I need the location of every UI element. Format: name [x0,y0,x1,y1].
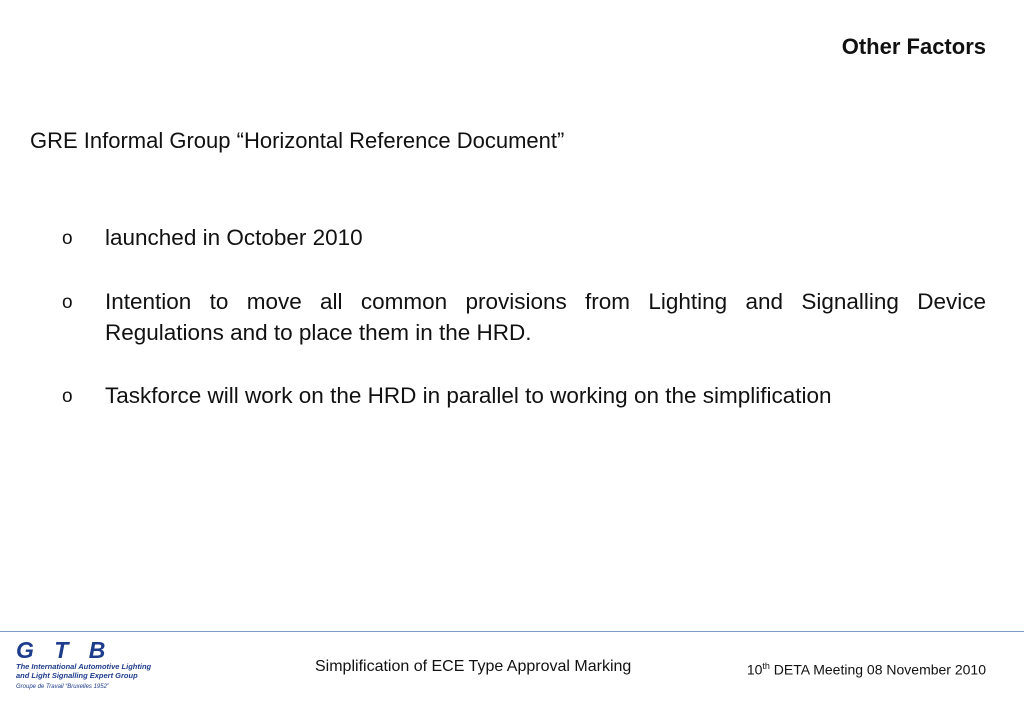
bullet-list [62,222,986,444]
meeting-text: DETA Meeting 08 November 2010 [769,661,986,678]
bullet-text: launched in October 2010 [105,225,363,250]
meeting-number: 10 [746,661,763,678]
bullet-text: Taskforce will work on the HRD in parallel to working on the simplification [105,383,832,408]
bullet-marker: o [62,292,73,313]
logo-line-2: and Light Signalling Expert Group [16,671,138,680]
logo-letters: G T B [16,637,113,663]
bullet-marker: o [62,228,73,249]
list-item [62,222,986,254]
logo-line-3: Groupe de Travail “Bruxelles 1952” [16,684,109,690]
slide-title: Other Factors [841,34,986,59]
footer-divider [0,631,1024,632]
footer-meeting-info [747,661,986,678]
footer-presentation-title: Simplification of ECE Type Approval Marking [315,658,632,675]
meeting-suffix: th [762,661,770,671]
bullet-text: Intention to move all common provisions from Lighting and Signalling Device Regulations and to place them in the HRD. [105,289,986,345]
bullet-marker: o [62,386,73,407]
logo-line-1: The International Automotive Lighting [16,662,152,671]
gtb-logo [16,638,166,691]
list-item [62,286,986,348]
list-item [62,380,986,412]
section-heading: GRE Informal Group “Horizontal Reference Document” [30,128,565,153]
